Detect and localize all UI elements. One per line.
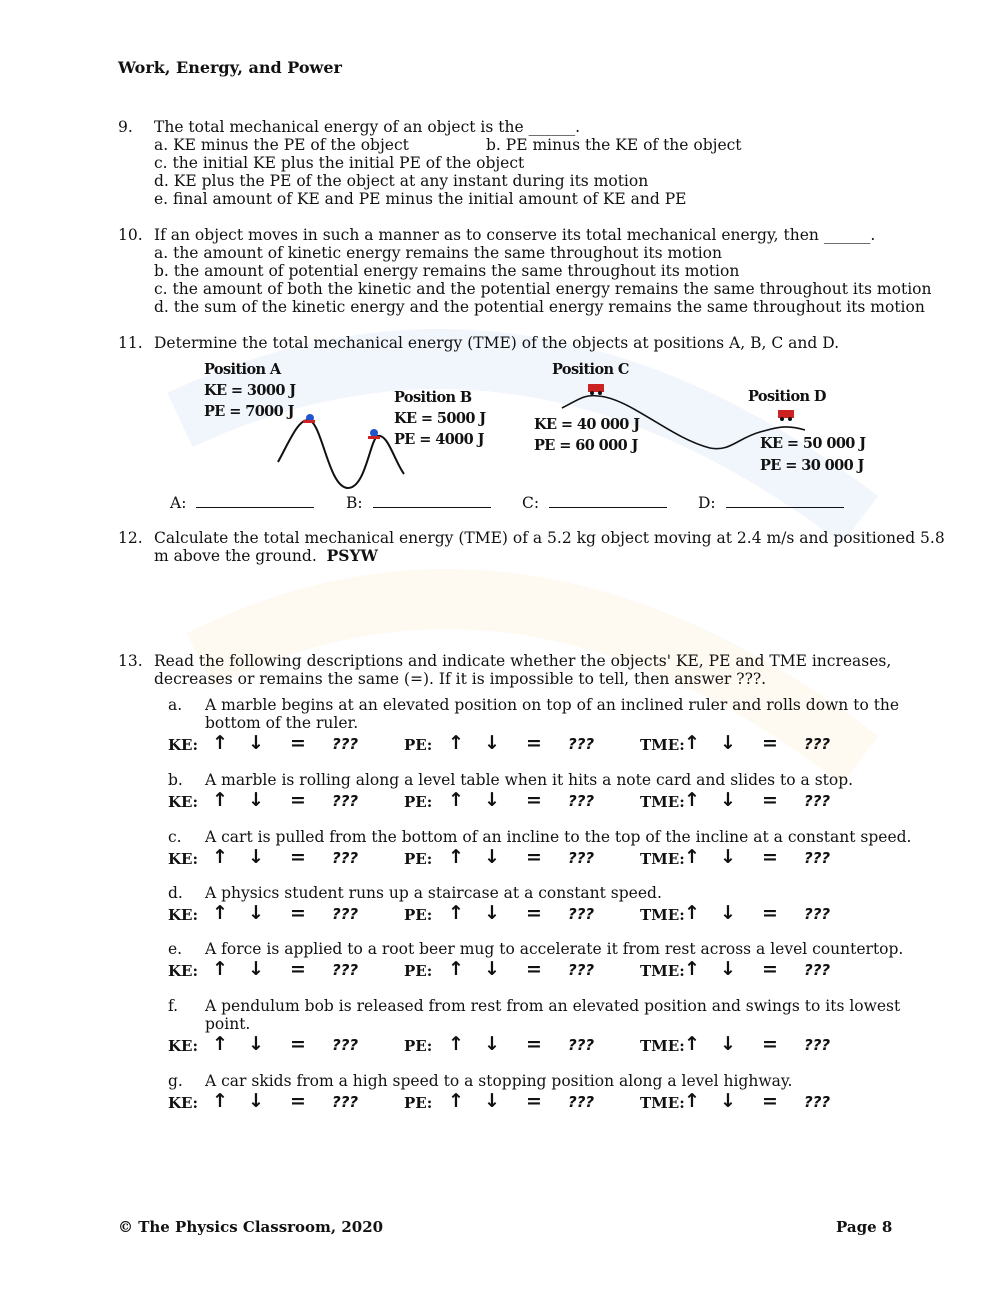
q13-line1: Read the following descriptions and indicate whether the objects' KE, PE and TME increases, (154, 652, 892, 670)
position-c-title: Position C (552, 361, 629, 378)
pe-label: PE: (404, 906, 433, 924)
ke-same-option[interactable]: = (290, 1033, 306, 1055)
pe-unknown-option[interactable]: ??? (568, 905, 595, 923)
q13-item-text: A force is applied to a root beer mug to accelerate it from rest across a level countertop. (205, 940, 904, 958)
tme-same-option[interactable]: = (762, 846, 778, 868)
ke-decrease-arrow-icon[interactable]: ↓ (248, 958, 264, 980)
pe-decrease-arrow-icon[interactable]: ↓ (484, 789, 500, 811)
ke-increase-arrow-icon[interactable]: ↑ (212, 1090, 228, 1112)
q13-item-text-cont: point. (205, 1015, 251, 1033)
tme-label: TME: (640, 793, 685, 811)
track-cd-diagram (560, 378, 860, 458)
pe-increase-arrow-icon[interactable]: ↑ (448, 1090, 464, 1112)
q13-item-text: A cart is pulled from the bottom of an incline to the top of the incline at a constant speed. (205, 828, 912, 846)
q13-item-text: A car skids from a high speed to a stopping position along a level highway. (205, 1072, 793, 1090)
position-d-title: Position D (748, 388, 826, 405)
pe-decrease-arrow-icon[interactable]: ↓ (484, 732, 500, 754)
ke-same-option[interactable]: = (290, 789, 306, 811)
blank-line (549, 493, 667, 508)
pe-increase-arrow-icon[interactable]: ↑ (448, 789, 464, 811)
tme-unknown-option[interactable]: ??? (804, 735, 831, 753)
skier-a-icon (303, 414, 315, 423)
tme-decrease-arrow-icon[interactable]: ↓ (720, 846, 736, 868)
track-ab-diagram (270, 400, 420, 490)
ke-unknown-option[interactable]: ??? (332, 1093, 359, 1111)
q13-answer-row (168, 902, 848, 928)
tme-label: TME: (640, 962, 685, 980)
pe-label: PE: (404, 1094, 433, 1112)
coaster-car-d-icon (778, 410, 794, 421)
tme-unknown-option[interactable]: ??? (804, 905, 831, 923)
tme-decrease-arrow-icon[interactable]: ↓ (720, 1090, 736, 1112)
tme-increase-arrow-icon[interactable]: ↑ (684, 732, 700, 754)
pe-increase-arrow-icon[interactable]: ↑ (448, 732, 464, 754)
q10-number: 10. (118, 226, 143, 244)
position-a-title: Position A (204, 361, 281, 378)
q13-answer-row (168, 1090, 848, 1116)
ke-unknown-option[interactable]: ??? (332, 849, 359, 867)
psyw-label: PSYW (326, 546, 378, 565)
q9-option-c: c. the initial KE plus the initial PE of the object (154, 154, 525, 172)
pe-same-option[interactable]: = (526, 846, 542, 868)
q12-line2-text: m above the ground. (154, 547, 317, 565)
ke-label: KE: (168, 1037, 199, 1055)
tme-same-option[interactable]: = (762, 1033, 778, 1055)
q12-number: 12. (118, 529, 143, 547)
tme-increase-arrow-icon[interactable]: ↑ (684, 958, 700, 980)
q12-line2 (154, 547, 378, 565)
pe-label: PE: (404, 1037, 433, 1055)
tme-label: TME: (640, 736, 685, 754)
pe-unknown-option[interactable]: ??? (568, 849, 595, 867)
answer-c-label: C: (522, 494, 540, 512)
page-header: Work, Energy, and Power (118, 58, 342, 77)
coaster-car-c-icon (588, 384, 604, 395)
q13-item-text: A marble begins at an elevated position on top of an inclined ruler and rolls down to the (205, 696, 900, 714)
position-b-ke: KE = 5000 J (394, 410, 486, 427)
ke-label: KE: (168, 962, 199, 980)
q10-option-d: d. the sum of the kinetic energy and the potential energy remains the same throughout its motion (154, 298, 925, 316)
q13-item-text: A marble is rolling along a level table when it hits a note card and slides to a stop. (205, 771, 854, 789)
tme-same-option[interactable]: = (762, 789, 778, 811)
q13-item-letter: b. (168, 771, 183, 789)
q13-item-letter: e. (168, 940, 183, 958)
ke-increase-arrow-icon[interactable]: ↑ (212, 846, 228, 868)
pe-decrease-arrow-icon[interactable]: ↓ (484, 846, 500, 868)
pe-increase-arrow-icon[interactable]: ↑ (448, 958, 464, 980)
pe-unknown-option[interactable]: ??? (568, 961, 595, 979)
tme-same-option[interactable]: = (762, 958, 778, 980)
position-d-ke: KE = 50 000 J (760, 435, 866, 452)
q9-option-a: a. KE minus the PE of the object (154, 136, 409, 154)
pe-same-option[interactable]: = (526, 1090, 542, 1112)
q10-stem: If an object moves in such a manner as to conserve its total mechanical energy, then ______. (154, 226, 876, 244)
q13-answer-row (168, 1033, 848, 1059)
q13-answer-row (168, 789, 848, 815)
position-a-pe: PE = 7000 J (204, 403, 294, 420)
ke-label: KE: (168, 850, 199, 868)
tme-same-option[interactable]: = (762, 732, 778, 754)
ke-decrease-arrow-icon[interactable]: ↓ (248, 732, 264, 754)
pe-increase-arrow-icon[interactable]: ↑ (448, 902, 464, 924)
ke-decrease-arrow-icon[interactable]: ↓ (248, 1033, 264, 1055)
footer-page-number: Page 8 (836, 1218, 893, 1236)
tme-same-option[interactable]: = (762, 902, 778, 924)
answer-b-label: B: (346, 494, 363, 512)
tme-unknown-option[interactable]: ??? (804, 849, 831, 867)
pe-same-option[interactable]: = (526, 1033, 542, 1055)
ke-increase-arrow-icon[interactable]: ↑ (212, 958, 228, 980)
pe-same-option[interactable]: = (526, 732, 542, 754)
answer-a-blank[interactable] (170, 493, 314, 512)
skier-b-icon (368, 429, 380, 439)
tme-decrease-arrow-icon[interactable]: ↓ (720, 958, 736, 980)
tme-decrease-arrow-icon[interactable]: ↓ (720, 789, 736, 811)
pe-label: PE: (404, 736, 433, 754)
tme-increase-arrow-icon[interactable]: ↑ (684, 789, 700, 811)
answer-d-label: D: (698, 494, 716, 512)
tme-unknown-option[interactable]: ??? (804, 1036, 831, 1054)
ke-unknown-option[interactable]: ??? (332, 961, 359, 979)
blank-line (726, 493, 844, 508)
tme-unknown-option[interactable]: ??? (804, 792, 831, 810)
footer-copyright: © The Physics Classroom, 2020 (118, 1218, 384, 1236)
pe-increase-arrow-icon[interactable]: ↑ (448, 1033, 464, 1055)
ke-decrease-arrow-icon[interactable]: ↓ (248, 789, 264, 811)
q10-option-b: b. the amount of potential energy remains the same throughout its motion (154, 262, 740, 280)
q13-answer-row (168, 958, 848, 984)
ke-unknown-option[interactable]: ??? (332, 905, 359, 923)
ke-decrease-arrow-icon[interactable]: ↓ (248, 846, 264, 868)
q13-item-text: A pendulum bob is released from rest from an elevated position and swings to its lowest (205, 997, 901, 1015)
ke-same-option[interactable]: = (290, 732, 306, 754)
ke-unknown-option[interactable]: ??? (332, 1036, 359, 1054)
q13-item-letter: c. (168, 828, 182, 846)
ke-decrease-arrow-icon[interactable]: ↓ (248, 902, 264, 924)
ke-same-option[interactable]: = (290, 958, 306, 980)
ke-increase-arrow-icon[interactable]: ↑ (212, 902, 228, 924)
position-b-title: Position B (394, 389, 472, 406)
tme-unknown-option[interactable]: ??? (804, 961, 831, 979)
q9-option-b: b. PE minus the KE of the object (486, 136, 742, 154)
ke-label: KE: (168, 1094, 199, 1112)
pe-decrease-arrow-icon[interactable]: ↓ (484, 1090, 500, 1112)
q9-option-e: e. final amount of KE and PE minus the initial amount of KE and PE (154, 190, 687, 208)
q13-answer-row (168, 732, 848, 758)
tme-decrease-arrow-icon[interactable]: ↓ (720, 902, 736, 924)
ke-same-option[interactable]: = (290, 846, 306, 868)
ke-increase-arrow-icon[interactable]: ↑ (212, 1033, 228, 1055)
q13-item-letter: a. (168, 696, 183, 714)
tme-label: TME: (640, 1094, 685, 1112)
pe-decrease-arrow-icon[interactable]: ↓ (484, 1033, 500, 1055)
blank-line (196, 493, 314, 508)
tme-decrease-arrow-icon[interactable]: ↓ (720, 1033, 736, 1055)
blank-line (373, 493, 491, 508)
q13-item-letter: g. (168, 1072, 183, 1090)
pe-same-option[interactable]: = (526, 902, 542, 924)
pe-same-option[interactable]: = (526, 789, 542, 811)
tme-label: TME: (640, 906, 685, 924)
pe-unknown-option[interactable]: ??? (568, 1036, 595, 1054)
pe-unknown-option[interactable]: ??? (568, 792, 595, 810)
q13-item-text: A physics student runs up a staircase at a constant speed. (205, 884, 662, 902)
answer-d-blank[interactable] (698, 493, 844, 512)
position-d-pe: PE = 30 000 J (760, 457, 864, 474)
q9-option-d: d. KE plus the PE of the object at any instant during its motion (154, 172, 649, 190)
pe-unknown-option[interactable]: ??? (568, 1093, 595, 1111)
q12-line1: Calculate the total mechanical energy (TME) of a 5.2 kg object moving at 2.4 m/s and positioned 5.8 (154, 529, 945, 547)
q13-item-text-cont: bottom of the ruler. (205, 714, 359, 732)
q13-line2: decreases or remains the same (=). If it is impossible to tell, then answer ???. (154, 670, 767, 688)
ke-same-option[interactable]: = (290, 902, 306, 924)
ke-label: KE: (168, 906, 199, 924)
pe-same-option[interactable]: = (526, 958, 542, 980)
ke-label: KE: (168, 793, 199, 811)
q13-answer-row (168, 846, 848, 872)
q11-number: 11. (118, 334, 143, 352)
tme-label: TME: (640, 1037, 685, 1055)
ke-unknown-option[interactable]: ??? (332, 735, 359, 753)
q13-number: 13. (118, 652, 143, 670)
pe-label: PE: (404, 850, 433, 868)
ke-label: KE: (168, 736, 199, 754)
tme-same-option[interactable]: = (762, 1090, 778, 1112)
pe-label: PE: (404, 793, 433, 811)
answer-c-blank[interactable] (522, 493, 667, 512)
answer-a-label: A: (170, 494, 187, 512)
tme-label: TME: (640, 850, 685, 868)
q10-option-c: c. the amount of both the kinetic and the potential energy remains the same throughout its motion (154, 280, 932, 298)
position-a-ke: KE = 3000 J (204, 382, 296, 399)
tme-increase-arrow-icon[interactable]: ↑ (684, 902, 700, 924)
q9-stem: The total mechanical energy of an object is the ______. (154, 118, 580, 136)
tme-unknown-option[interactable]: ??? (804, 1093, 831, 1111)
q11-stem: Determine the total mechanical energy (TME) of the objects at positions A, B, C and D. (154, 334, 840, 352)
q13-item-letter: d. (168, 884, 183, 902)
ke-increase-arrow-icon[interactable]: ↑ (212, 789, 228, 811)
tme-increase-arrow-icon[interactable]: ↑ (684, 1090, 700, 1112)
ke-increase-arrow-icon[interactable]: ↑ (212, 732, 228, 754)
ke-decrease-arrow-icon[interactable]: ↓ (248, 1090, 264, 1112)
pe-label: PE: (404, 962, 433, 980)
position-c-ke: KE = 40 000 J (534, 416, 640, 433)
ke-same-option[interactable]: = (290, 1090, 306, 1112)
tme-increase-arrow-icon[interactable]: ↑ (684, 846, 700, 868)
pe-increase-arrow-icon[interactable]: ↑ (448, 846, 464, 868)
tme-increase-arrow-icon[interactable]: ↑ (684, 1033, 700, 1055)
position-b-pe: PE = 4000 J (394, 431, 484, 448)
position-c-pe: PE = 60 000 J (534, 437, 638, 454)
q9-number: 9. (118, 118, 133, 136)
ke-unknown-option[interactable]: ??? (332, 792, 359, 810)
pe-decrease-arrow-icon[interactable]: ↓ (484, 958, 500, 980)
answer-b-blank[interactable] (346, 493, 491, 512)
pe-unknown-option[interactable]: ??? (568, 735, 595, 753)
q10-option-a: a. the amount of kinetic energy remains the same throughout its motion (154, 244, 722, 262)
pe-decrease-arrow-icon[interactable]: ↓ (484, 902, 500, 924)
q13-item-letter: f. (168, 997, 179, 1015)
tme-decrease-arrow-icon[interactable]: ↓ (720, 732, 736, 754)
